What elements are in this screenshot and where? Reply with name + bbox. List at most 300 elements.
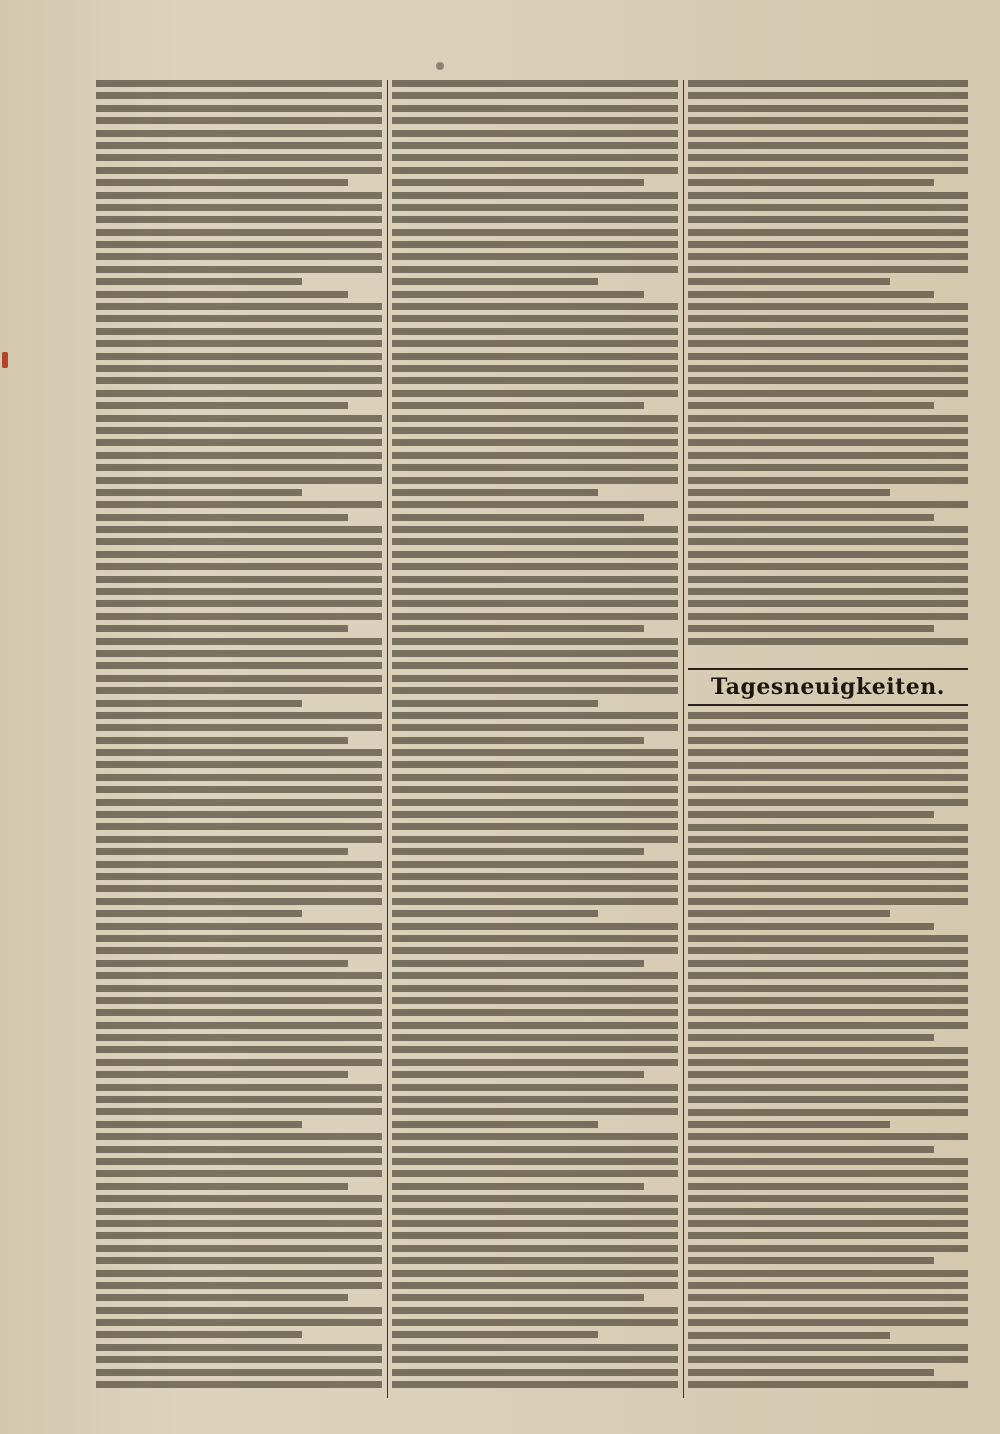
text-line	[392, 737, 644, 744]
text-line	[392, 427, 678, 434]
text-line	[688, 514, 934, 521]
text-line	[392, 1071, 644, 1078]
text-line	[688, 105, 968, 112]
column-3-bottom-text-block	[688, 712, 968, 1398]
text-line	[96, 935, 382, 942]
text-line	[96, 712, 382, 719]
text-line	[688, 762, 968, 769]
text-line	[392, 1121, 598, 1128]
text-line	[96, 1158, 382, 1165]
text-line	[392, 130, 678, 137]
text-line	[96, 1245, 382, 1252]
text-line	[96, 700, 302, 707]
text-line	[688, 402, 934, 409]
text-line	[392, 538, 678, 545]
text-line	[688, 1344, 968, 1351]
text-line	[96, 774, 382, 781]
text-line	[688, 80, 968, 87]
text-line	[96, 848, 348, 855]
text-line	[392, 1294, 644, 1301]
text-line	[96, 303, 382, 310]
text-line	[96, 613, 382, 620]
text-line	[96, 1009, 382, 1016]
text-line	[688, 1084, 968, 1091]
text-line	[688, 229, 968, 236]
text-line	[392, 923, 678, 930]
text-line	[688, 439, 968, 446]
text-line	[392, 501, 678, 508]
text-line	[688, 1369, 934, 1376]
text-line	[688, 1183, 968, 1190]
text-line	[392, 291, 644, 298]
text-line	[392, 848, 644, 855]
text-line	[688, 340, 968, 347]
text-line	[392, 823, 678, 830]
text-line	[392, 1183, 644, 1190]
text-line	[392, 972, 678, 979]
text-line	[392, 278, 598, 285]
text-line	[392, 675, 678, 682]
text-line	[96, 997, 382, 1004]
text-line	[96, 972, 382, 979]
text-line	[688, 625, 934, 632]
text-line	[96, 1381, 382, 1388]
text-line	[688, 774, 968, 781]
text-line	[392, 154, 678, 161]
text-line	[96, 340, 382, 347]
text-line	[688, 1245, 968, 1252]
text-line	[688, 464, 968, 471]
text-line	[96, 687, 382, 694]
text-line	[688, 1208, 968, 1215]
text-line	[96, 1133, 382, 1140]
text-line	[392, 799, 678, 806]
punch-hole	[436, 62, 444, 70]
text-line	[688, 960, 968, 967]
text-line	[96, 130, 382, 137]
text-line	[392, 402, 644, 409]
text-line	[392, 229, 678, 236]
text-line	[96, 365, 382, 372]
text-line	[96, 477, 382, 484]
text-line	[96, 761, 382, 768]
text-line	[688, 278, 890, 285]
text-line	[96, 402, 348, 409]
text-line	[688, 303, 968, 310]
text-line	[96, 947, 382, 954]
text-line	[392, 303, 678, 310]
text-line	[96, 80, 382, 87]
text-line	[96, 1344, 382, 1351]
text-line	[688, 179, 934, 186]
text-line	[96, 638, 382, 645]
text-line	[688, 799, 968, 806]
text-line	[688, 1109, 968, 1116]
text-line	[392, 1245, 678, 1252]
text-line	[688, 923, 934, 930]
text-line	[392, 1282, 678, 1289]
text-line	[688, 92, 968, 99]
text-line	[688, 997, 968, 1004]
text-line	[392, 700, 598, 707]
text-line	[96, 1307, 382, 1314]
text-line	[96, 1282, 382, 1289]
text-line	[392, 935, 678, 942]
text-line	[392, 1356, 678, 1363]
text-line	[96, 377, 382, 384]
text-line	[688, 613, 968, 620]
text-line	[392, 1220, 678, 1227]
text-line	[688, 563, 968, 570]
text-line	[392, 1146, 678, 1153]
text-line	[96, 328, 382, 335]
text-line	[688, 538, 968, 545]
text-line	[96, 204, 382, 211]
text-line	[688, 452, 968, 459]
column-rule-2	[683, 80, 684, 1398]
text-line	[688, 600, 968, 607]
text-line	[688, 390, 968, 397]
text-line	[96, 873, 382, 880]
text-line	[392, 340, 678, 347]
text-line	[688, 1022, 968, 1029]
text-line	[392, 786, 678, 793]
text-line	[96, 415, 382, 422]
text-line	[392, 266, 678, 273]
text-line	[392, 960, 644, 967]
text-line	[392, 985, 678, 992]
text-line	[96, 1369, 382, 1376]
text-line	[392, 390, 678, 397]
text-line	[96, 786, 382, 793]
text-line	[392, 167, 678, 174]
text-line	[392, 1170, 678, 1177]
text-line	[688, 1071, 968, 1078]
text-line	[392, 638, 678, 645]
text-line	[392, 947, 678, 954]
text-line	[688, 848, 968, 855]
text-line	[96, 823, 382, 830]
text-line	[392, 464, 678, 471]
text-line	[392, 563, 678, 570]
text-line	[96, 985, 382, 992]
text-line	[392, 365, 678, 372]
text-line	[96, 315, 382, 322]
text-line	[688, 1158, 968, 1165]
text-line	[688, 204, 968, 211]
text-line	[688, 377, 968, 384]
text-line	[392, 613, 678, 620]
column-rule-1	[387, 80, 388, 1398]
text-line	[392, 749, 678, 756]
text-line	[688, 1294, 968, 1301]
text-line	[688, 167, 968, 174]
text-line	[392, 80, 678, 87]
text-line	[96, 1022, 382, 1029]
text-line	[688, 1047, 968, 1054]
text-line	[392, 328, 678, 335]
text-line	[688, 266, 968, 273]
text-line	[96, 1319, 382, 1326]
text-line	[392, 774, 678, 781]
column-2-text-block	[392, 80, 678, 1398]
text-line	[96, 910, 302, 917]
text-line	[96, 291, 348, 298]
text-line	[688, 712, 968, 719]
text-line	[392, 724, 678, 731]
text-line	[96, 1071, 348, 1078]
text-line	[392, 489, 598, 496]
text-line	[688, 315, 968, 322]
text-line	[96, 799, 382, 806]
text-line	[392, 910, 598, 917]
text-line	[96, 576, 382, 583]
text-line	[96, 749, 382, 756]
text-line	[688, 947, 968, 954]
text-line	[688, 328, 968, 335]
text-line	[96, 1170, 382, 1177]
text-line	[96, 724, 382, 731]
text-line	[392, 377, 678, 384]
text-line	[96, 427, 382, 434]
text-line	[392, 514, 644, 521]
text-line	[688, 1270, 968, 1277]
text-line	[392, 1331, 598, 1338]
column-1-text-block	[96, 80, 382, 1398]
text-line	[688, 1195, 968, 1202]
text-line	[688, 1319, 968, 1326]
text-line	[688, 885, 968, 892]
edge-mark	[2, 352, 8, 368]
text-line	[688, 985, 968, 992]
text-line	[392, 216, 678, 223]
text-line	[96, 588, 382, 595]
text-line	[688, 1059, 968, 1066]
text-line	[96, 154, 382, 161]
text-line	[96, 92, 382, 99]
text-line	[688, 154, 968, 161]
text-line	[688, 415, 968, 422]
text-line	[392, 415, 678, 422]
text-line	[688, 1282, 968, 1289]
text-line	[96, 538, 382, 545]
text-line	[96, 811, 382, 818]
text-line	[688, 1257, 934, 1264]
text-line	[688, 1009, 968, 1016]
text-line	[96, 675, 382, 682]
text-line	[96, 1208, 382, 1215]
text-line	[688, 935, 968, 942]
text-line	[96, 1294, 348, 1301]
text-line	[688, 192, 968, 199]
column-3-top-text-block	[688, 80, 968, 660]
text-line	[688, 1096, 968, 1103]
text-line	[688, 501, 968, 508]
text-line	[96, 836, 382, 843]
text-line	[688, 1332, 890, 1339]
text-line	[96, 1356, 382, 1363]
text-line	[392, 117, 678, 124]
text-line	[392, 1022, 678, 1029]
text-line	[392, 241, 678, 248]
text-line	[392, 253, 678, 260]
text-line	[688, 786, 968, 793]
text-line	[688, 1220, 968, 1227]
text-line	[392, 179, 644, 186]
text-line	[392, 1059, 678, 1066]
text-line	[392, 1257, 678, 1264]
text-line	[392, 315, 678, 322]
text-line	[688, 824, 968, 831]
text-line	[688, 253, 968, 260]
text-line	[96, 452, 382, 459]
text-line	[392, 1108, 678, 1115]
text-line	[96, 489, 302, 496]
text-line	[688, 241, 968, 248]
text-line	[688, 1170, 968, 1177]
text-line	[688, 291, 934, 298]
text-line	[688, 117, 968, 124]
text-line	[96, 898, 382, 905]
text-line	[688, 638, 968, 645]
text-line	[392, 576, 678, 583]
text-line	[96, 526, 382, 533]
text-line	[392, 885, 678, 892]
text-line	[392, 588, 678, 595]
text-line	[96, 960, 348, 967]
text-line	[688, 873, 968, 880]
text-line	[392, 811, 678, 818]
text-line	[96, 167, 382, 174]
text-line	[688, 130, 968, 137]
text-line	[392, 600, 678, 607]
text-line	[96, 1096, 382, 1103]
text-line	[392, 1034, 678, 1041]
text-line	[96, 1257, 382, 1264]
text-line	[688, 811, 934, 818]
text-line	[96, 1059, 382, 1066]
text-line	[96, 464, 382, 471]
text-line	[392, 873, 678, 880]
section-heading: Tagesneuigkeiten.	[688, 668, 968, 706]
text-line	[392, 1084, 678, 1091]
text-line	[688, 588, 968, 595]
text-line	[96, 1270, 382, 1277]
text-line	[688, 1034, 934, 1041]
text-line	[96, 1220, 382, 1227]
text-line	[688, 910, 890, 917]
text-line	[96, 266, 382, 273]
text-line	[688, 1381, 968, 1388]
text-line	[96, 563, 382, 570]
text-line	[96, 192, 382, 199]
text-line	[96, 105, 382, 112]
text-line	[96, 1146, 382, 1153]
text-line	[392, 1270, 678, 1277]
text-line	[96, 650, 382, 657]
text-line	[392, 1232, 678, 1239]
text-line	[96, 551, 382, 558]
text-line	[96, 142, 382, 149]
text-line	[392, 1369, 678, 1376]
text-line	[688, 1356, 968, 1363]
text-line	[96, 1084, 382, 1091]
text-line	[96, 1232, 382, 1239]
text-line	[392, 662, 678, 669]
text-line	[392, 1096, 678, 1103]
text-line	[96, 179, 348, 186]
text-line	[96, 861, 382, 868]
text-line	[688, 898, 968, 905]
text-line	[392, 551, 678, 558]
text-line	[96, 1108, 382, 1115]
text-line	[96, 117, 382, 124]
text-line	[688, 861, 968, 868]
text-line	[392, 92, 678, 99]
text-line	[688, 551, 968, 558]
text-line	[96, 216, 382, 223]
text-line	[688, 1121, 890, 1128]
text-line	[392, 1344, 678, 1351]
text-line	[688, 1307, 968, 1314]
text-line	[688, 427, 968, 434]
text-line	[96, 390, 382, 397]
text-line	[392, 1046, 678, 1053]
text-line	[392, 1307, 678, 1314]
text-line	[392, 477, 678, 484]
text-line	[688, 216, 968, 223]
text-line	[392, 1319, 678, 1326]
text-line	[688, 1146, 934, 1153]
text-line	[96, 662, 382, 669]
text-line	[392, 1208, 678, 1215]
text-line	[392, 353, 678, 360]
text-line	[96, 241, 382, 248]
text-line	[392, 687, 678, 694]
text-line	[392, 898, 678, 905]
text-line	[392, 1195, 678, 1202]
text-line	[392, 712, 678, 719]
text-line	[688, 972, 968, 979]
text-line	[688, 489, 890, 496]
text-line	[96, 501, 382, 508]
text-line	[392, 1009, 678, 1016]
text-line	[392, 625, 644, 632]
text-line	[392, 142, 678, 149]
text-line	[392, 650, 678, 657]
text-line	[392, 761, 678, 768]
text-line	[96, 1331, 302, 1338]
text-line	[96, 514, 348, 521]
text-line	[688, 836, 968, 843]
text-line	[96, 1121, 302, 1128]
text-line	[392, 1158, 678, 1165]
text-line	[688, 576, 968, 583]
text-line	[392, 526, 678, 533]
text-line	[392, 836, 678, 843]
text-line	[688, 365, 968, 372]
text-line	[96, 278, 302, 285]
text-line	[96, 439, 382, 446]
text-line	[688, 526, 968, 533]
text-line	[96, 737, 348, 744]
text-line	[688, 737, 968, 744]
text-line	[392, 1381, 678, 1388]
text-line	[96, 1034, 382, 1041]
text-line	[688, 477, 968, 484]
text-line	[392, 861, 678, 868]
text-line	[96, 253, 382, 260]
